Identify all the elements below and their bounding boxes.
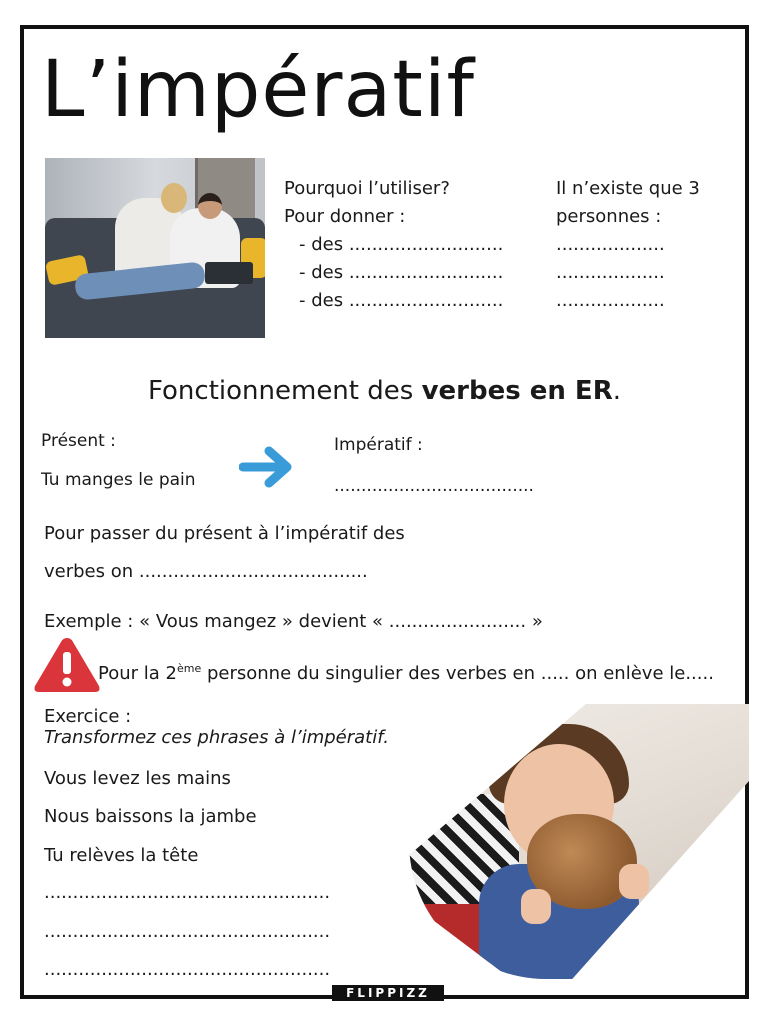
warning-superscript: ème — [176, 662, 202, 675]
persons-line: ................... — [556, 262, 665, 283]
heading-suffix: . — [612, 376, 621, 406]
warning-icon — [31, 634, 103, 700]
exercise-label: Exercice : — [44, 706, 132, 727]
imperatif-label: Impératif : — [334, 435, 423, 455]
brand-logo: FLIPPIZZ — [332, 985, 444, 1001]
girl-eating-bread-photo — [409, 704, 749, 979]
heading-prefix: Fonctionnement des — [148, 376, 422, 406]
exercise-instruction: Transformez ces phrases à l’impératif. — [44, 727, 389, 748]
des-line: - des ........................... — [299, 234, 504, 255]
imperatif-blank: ..................................... — [334, 476, 534, 496]
answer-line: .................................................. — [44, 921, 331, 942]
answer-line: .................................................. — [44, 882, 331, 903]
persons-line: ................... — [556, 234, 665, 255]
warning-text-after: personne du singulier des verbes en ..... on enlève le..... — [201, 663, 714, 684]
answer-line: .................................................. — [44, 959, 331, 980]
persons-line: ................... — [556, 290, 665, 311]
persons-label: Il n’existe que 3 — [556, 178, 700, 199]
des-line: - des ........................... — [299, 262, 504, 283]
rule-line-1: Pour passer du présent à l’impératif des — [44, 523, 405, 544]
couple-photo — [45, 158, 265, 338]
exercise-sentence: Nous baissons la jambe — [44, 806, 257, 827]
warning-text — [98, 655, 714, 688]
example-line: Exemple : « Vous mangez » devient « ........................ » — [44, 611, 543, 632]
present-example: Tu manges le pain — [41, 470, 196, 490]
why-label: Pourquoi l’utiliser? — [284, 178, 450, 199]
section-heading — [24, 376, 745, 406]
rule-line-2: verbes on ........................................ — [44, 561, 368, 582]
page-title: L’impératif — [41, 45, 475, 135]
exercise-sentence: Tu relèves la tête — [44, 845, 199, 866]
worksheet — [20, 25, 749, 999]
exercise-sentence: Vous levez les mains — [44, 768, 231, 789]
give-label: Pour donner : — [284, 206, 406, 227]
present-label: Présent : — [41, 431, 116, 451]
des-line: - des ........................... — [299, 290, 504, 311]
persons-label-2: personnes : — [556, 206, 662, 227]
warning-text-before: Pour la 2 — [98, 663, 177, 684]
right-arrow-icon — [239, 443, 297, 495]
heading-bold: verbes en ER — [421, 376, 613, 406]
